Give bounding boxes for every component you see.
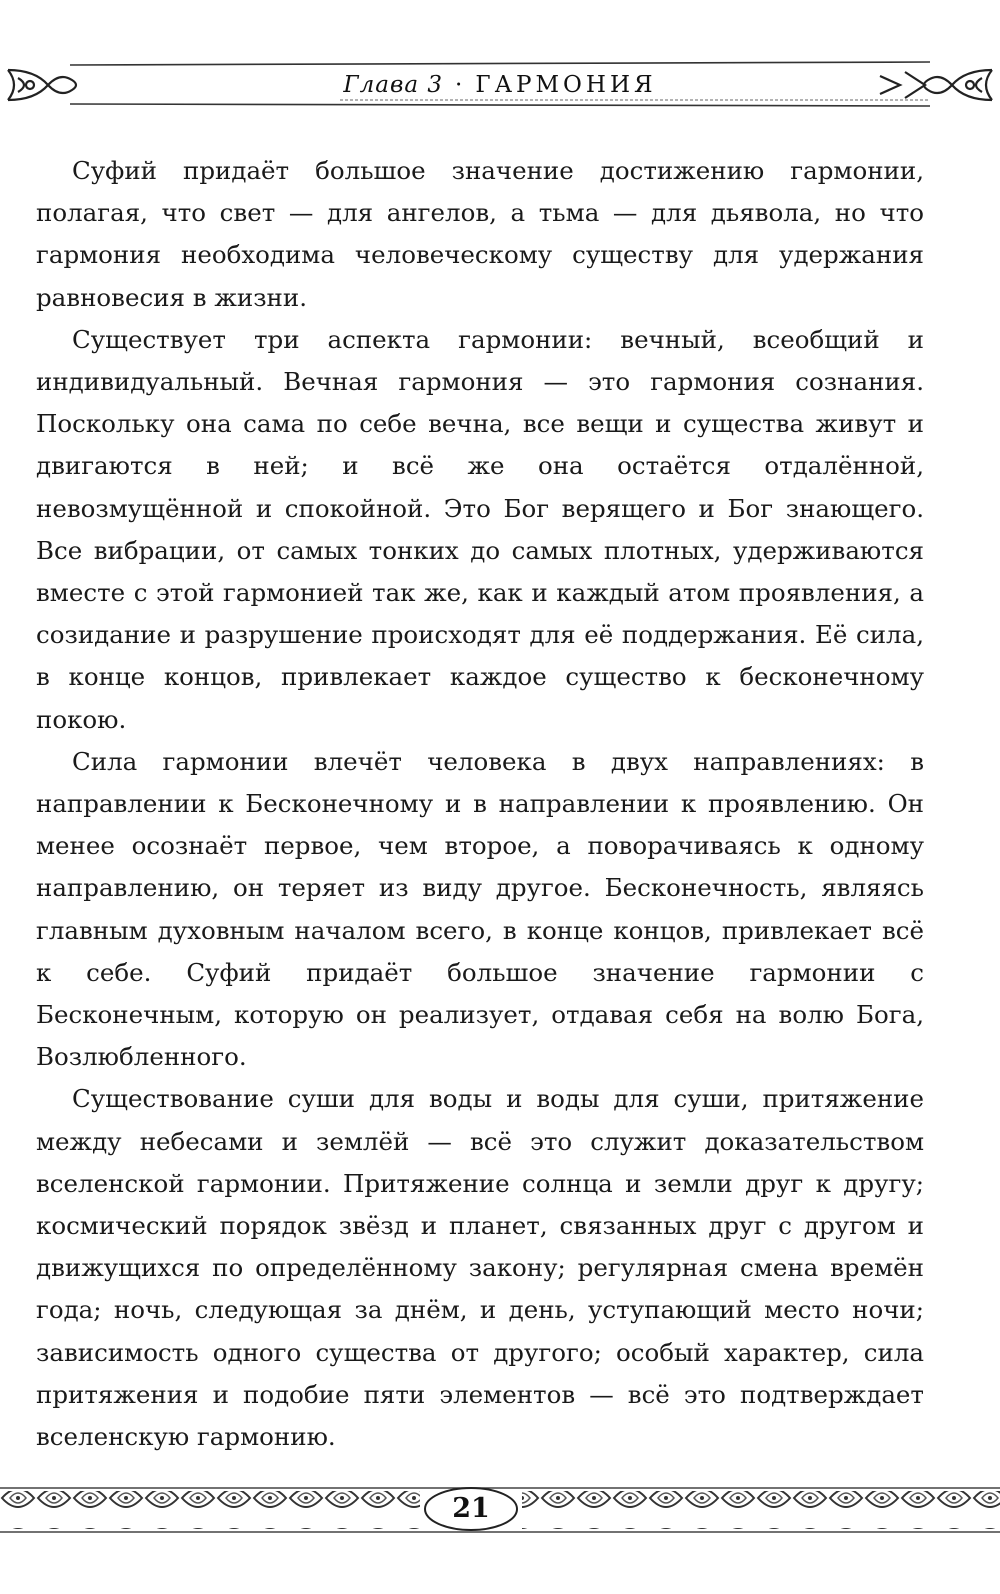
page-number: 21 — [452, 1493, 490, 1524]
paragraph: Суфий придаёт большое значение достижению гармонии, полагая, что свет — для ангелов, а тьма — для дьявола, но что гармония необходима человеческому существу для удержания равновесия в жизни. — [36, 156, 924, 312]
chapter-title: ГАРМОНИЯ — [475, 72, 657, 98]
header-separator: · — [455, 72, 464, 98]
chapter-label: Глава 3 — [343, 72, 444, 98]
paragraph: Сила гармонии влечёт человека в двух направлениях: в направлении к Бесконечному и в направлении к проявлению. Он менее осознаёт первое, чем второе, а поворачиваясь к одному направлению, он теряет из виду другое. Бесконечность, являясь главным духовным началом всего, в конце концов, привлекает всё к себе. Суфий придаёт большое значение гармонии с Бесконечным, которую он реализует, отдавая себя на волю Бога, Возлюбленного. — [36, 746, 924, 1072]
running-header — [0, 72, 1000, 98]
paragraph: Существует три аспекта гармонии: вечный, всеобщий и индивидуальный. Вечная гармония — это гармония сознания. Поскольку она сама по себе вечна, все вещи и существа живут и двигаются в ней; и всё же она остаётся отдалённой, невозмущённой и спокойной. Это Бог верящего и Бог знающего. Все вибрации, от самых тонких до самых плотных, удерживаются вместе с этой гармонией так же, как и каждый атом проявления, а созидание и разрушение происходят для её поддержания. Её сила, в конце концов, привлекает каждое существо к бесконечному покою. — [36, 324, 924, 734]
main-text — [36, 150, 924, 1458]
paragraph: Существование суши для воды и воды для суши, притяжение между небесами и землёй — всё это служит доказательством вселенской гармонии. Притяжение солнца и земли друг к другу; космический порядок звёзд и планет, связанных друг с другом и движущихся по определённому закону; регулярная смена времён года; ночь, следующая за днём, и день, уступающий место ночи; зависимость одного существа от другого; особый характер, сила притяжения и подобие пяти элементов — всё это подтверждает вселенскую гармонию. — [36, 1084, 924, 1452]
